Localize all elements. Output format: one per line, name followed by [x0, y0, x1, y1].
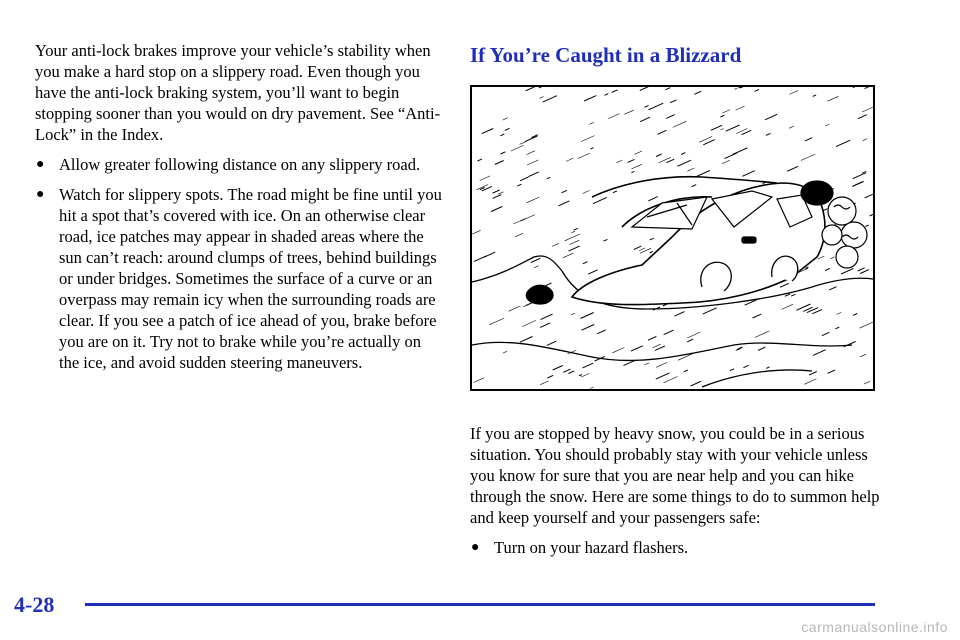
page-number: 4-28 [14, 592, 55, 617]
intro-paragraph: Your anti-lock brakes improve your vehicle’s stability when you make a hard stop on a slippery road. Even though you have the anti-lock braking system, you’ll want to begin stopping sooner than you would on dry pavement. See “Anti-Lock” in the Index. [35, 41, 441, 144]
footer-rule [85, 603, 875, 606]
section-heading: If You’re Caught in a Blizzard [470, 43, 742, 67]
bullet-item-hazard-flashers [470, 537, 880, 558]
bullet-icon: ● [36, 187, 45, 202]
watermark: carmanualsonline.info [801, 619, 948, 635]
right-body [470, 423, 880, 567]
bullet-text: Allow greater following distance on any slippery road. [59, 155, 421, 174]
bullet-icon: ● [471, 540, 480, 555]
snowbound-car-illustration [470, 85, 875, 391]
bullet-icon: ● [36, 157, 45, 172]
bullet-text: Turn on your hazard flashers. [494, 538, 689, 557]
blizzard-illustration-svg [472, 87, 873, 389]
bullet-item-following-distance [35, 154, 445, 175]
car-body [572, 177, 825, 305]
snow-lump [526, 285, 553, 304]
bullet-item-slippery-spots [35, 184, 445, 373]
right-column [470, 40, 880, 557]
left-column [35, 40, 445, 382]
body-paragraph: If you are stopped by heavy snow, you could be in a serious situation. You should probably stay with your vehicle unless you know for sure that you are near help and you can hike through the snow. Here are some things to do to summon help and keep yourself and your passengers safe: [470, 424, 880, 527]
bullet-text: Watch for slippery spots. The road might be fine until you hit a spot that’s covered with ice. On an otherwise clear road, ice patches may appear in shaded areas where the sun can’t reach: around clumps of trees, behind buildings or under bridges. Sometimes the surface of a curve or an overpass may remain icy when the surrounding roads are clear. If you see a patch of ice ahead of you, brake before you are on it. Try not to brake while you’re actually on the ice, and avoid sudden steering maneuvers. [59, 185, 442, 372]
